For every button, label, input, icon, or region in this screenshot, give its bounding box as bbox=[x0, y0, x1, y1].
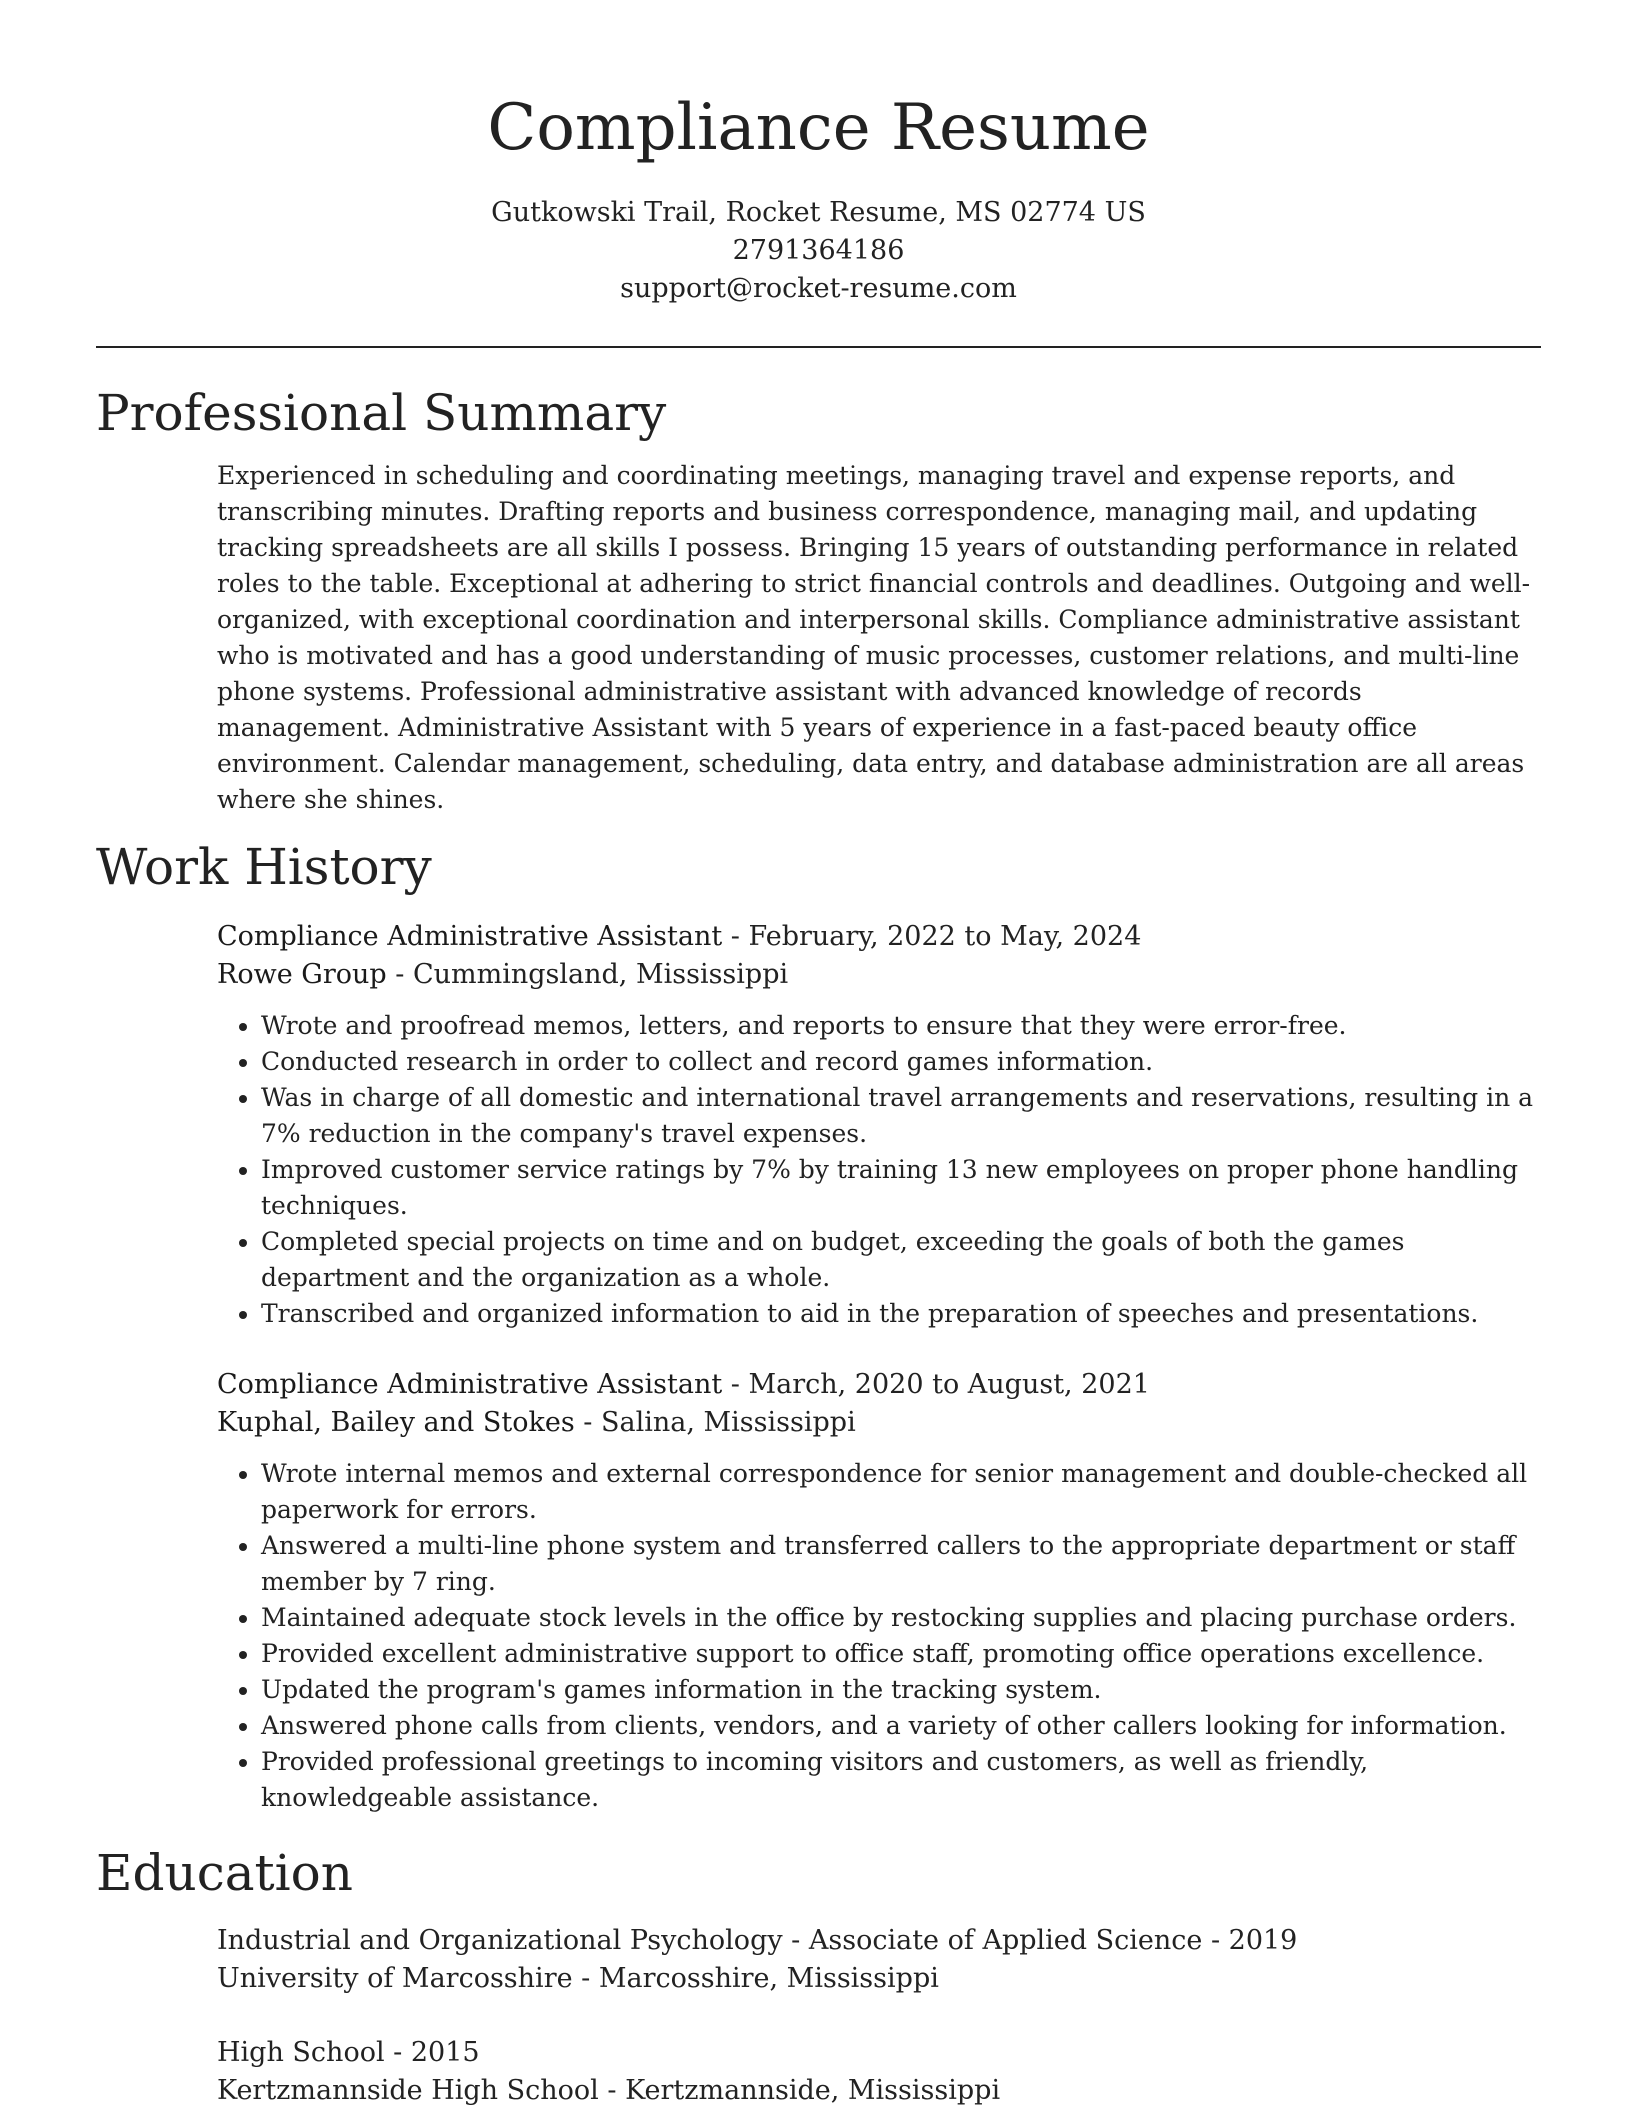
job-title-line bbox=[217, 918, 1541, 956]
job-company: Kuphal, Bailey and Stokes bbox=[217, 1407, 575, 1438]
job-entry bbox=[217, 1366, 1541, 1816]
job-bullet: • Wrote internal memos and external correspondence for senior management and double-checked all paperwork for errors. bbox=[261, 1456, 1541, 1528]
resume-header bbox=[96, 0, 1541, 308]
summary-heading: Professional Summary bbox=[96, 384, 667, 442]
job-bullet: • Provided excellent administrative support to office staff, promoting office operations excellence. bbox=[261, 1636, 1541, 1672]
education-section bbox=[96, 1838, 1541, 2110]
education-degree: Industrial and Organizational Psychology - Associate of Applied Science - 2019 bbox=[217, 1925, 1298, 1956]
job-bullet: • Updated the program's games information in the tracking system. bbox=[261, 1672, 1541, 1708]
education-heading: Education bbox=[96, 1844, 353, 1902]
job-bullet: • Maintained adequate stock levels in the office by restocking supplies and placing purchase orders. bbox=[261, 1600, 1541, 1636]
job-bullet: • Improved customer service ratings by 7% by training 13 new employees on proper phone handling techniques. bbox=[261, 1152, 1541, 1224]
resume-page bbox=[96, 0, 1541, 2110]
header-divider bbox=[96, 346, 1541, 348]
job-dates: - February, 2022 to May, 2024 bbox=[722, 921, 1142, 952]
education-entry bbox=[217, 1922, 1541, 1998]
job-location: - Salina, Mississippi bbox=[574, 1407, 856, 1438]
job-bullet: • Provided professional greetings to incoming visitors and customers, as well as friendly, knowledgeable assistance. bbox=[261, 1744, 1541, 1816]
job-location: - Cummingsland, Mississippi bbox=[386, 959, 789, 990]
education-entry bbox=[217, 2034, 1541, 2110]
education-degree: High School - 2015 bbox=[217, 2037, 480, 2068]
job-entry bbox=[217, 918, 1541, 1332]
education-school: Kertzmannside High School bbox=[217, 2075, 599, 2106]
job-bullet: • Completed special projects on time and on budget, exceeding the goals of both the games department and the organization as a whole. bbox=[261, 1224, 1541, 1296]
job-bullet: • Answered a multi-line phone system and transferred callers to the appropriate department or staff member by 7 ring. bbox=[261, 1528, 1541, 1600]
resume-name: Compliance Resume bbox=[487, 91, 1150, 165]
contact-phone: 2791364186 bbox=[732, 235, 905, 266]
job-bullet: • Transcribed and organized information to aid in the preparation of speeches and presentations. bbox=[261, 1296, 1541, 1332]
work-history-section bbox=[96, 832, 1541, 1816]
job-bullets bbox=[217, 1456, 1541, 1816]
job-company-line bbox=[217, 1404, 1541, 1442]
summary-section bbox=[96, 378, 1541, 818]
job-bullet: • Was in charge of all domestic and international travel arrangements and reservations, resulting in a 7% reduction in the company's travel expenses. bbox=[261, 1080, 1541, 1152]
job-title: Compliance Administrative Assistant bbox=[217, 921, 723, 952]
job-bullet: • Answered phone calls from clients, vendors, and a variety of other callers looking for information. bbox=[261, 1708, 1541, 1744]
job-bullet: • Wrote and proofread memos, letters, and reports to ensure that they were error-free. bbox=[261, 1008, 1541, 1044]
job-dates: - March, 2020 to August, 2021 bbox=[722, 1369, 1150, 1400]
education-school-line bbox=[217, 1960, 1541, 1998]
job-title-line bbox=[217, 1366, 1541, 1404]
education-location: - Kertzmannside, Mississippi bbox=[598, 2075, 1001, 2106]
job-company: Rowe Group bbox=[217, 959, 387, 990]
job-title: Compliance Administrative Assistant bbox=[217, 1369, 723, 1400]
summary-text: Experienced in scheduling and coordinating meetings, managing travel and expense reports, and transcribing minutes. Drafting reports and business correspondence, managing mail, and updating tracking spreadsheets are all skills I possess. Bringing 15 years of outstanding performance in related roles to the table. Exceptional at adhering to strict financial controls and deadlines. Outgoing and well-organized, with exceptional coordination and interpersonal skills. Compliance administrative assistant who is motivated and has a good understanding of music processes, customer relations, and multi-line phone systems. Professional administrative assistant with advanced knowledge of records management. Administrative Assistant with 5 years of experience in a fast-paced beauty office environment. Calendar management, scheduling, data entry, and database administration are all areas where she shines. bbox=[217, 461, 1531, 814]
job-company-line bbox=[217, 956, 1541, 994]
work-history-heading: Work History bbox=[96, 838, 432, 896]
education-location: - Marcosshire, Mississippi bbox=[572, 1963, 939, 1994]
education-school-line bbox=[217, 2072, 1541, 2110]
job-bullets bbox=[217, 1008, 1541, 1332]
education-school: University of Marcosshire bbox=[217, 1963, 573, 1994]
contact-email: support@rocket-resume.com bbox=[620, 273, 1017, 304]
contact-address: Gutkowski Trail, Rocket Resume, MS 02774 US bbox=[491, 197, 1146, 228]
job-bullet: • Conducted research in order to collect and record games information. bbox=[261, 1044, 1541, 1080]
